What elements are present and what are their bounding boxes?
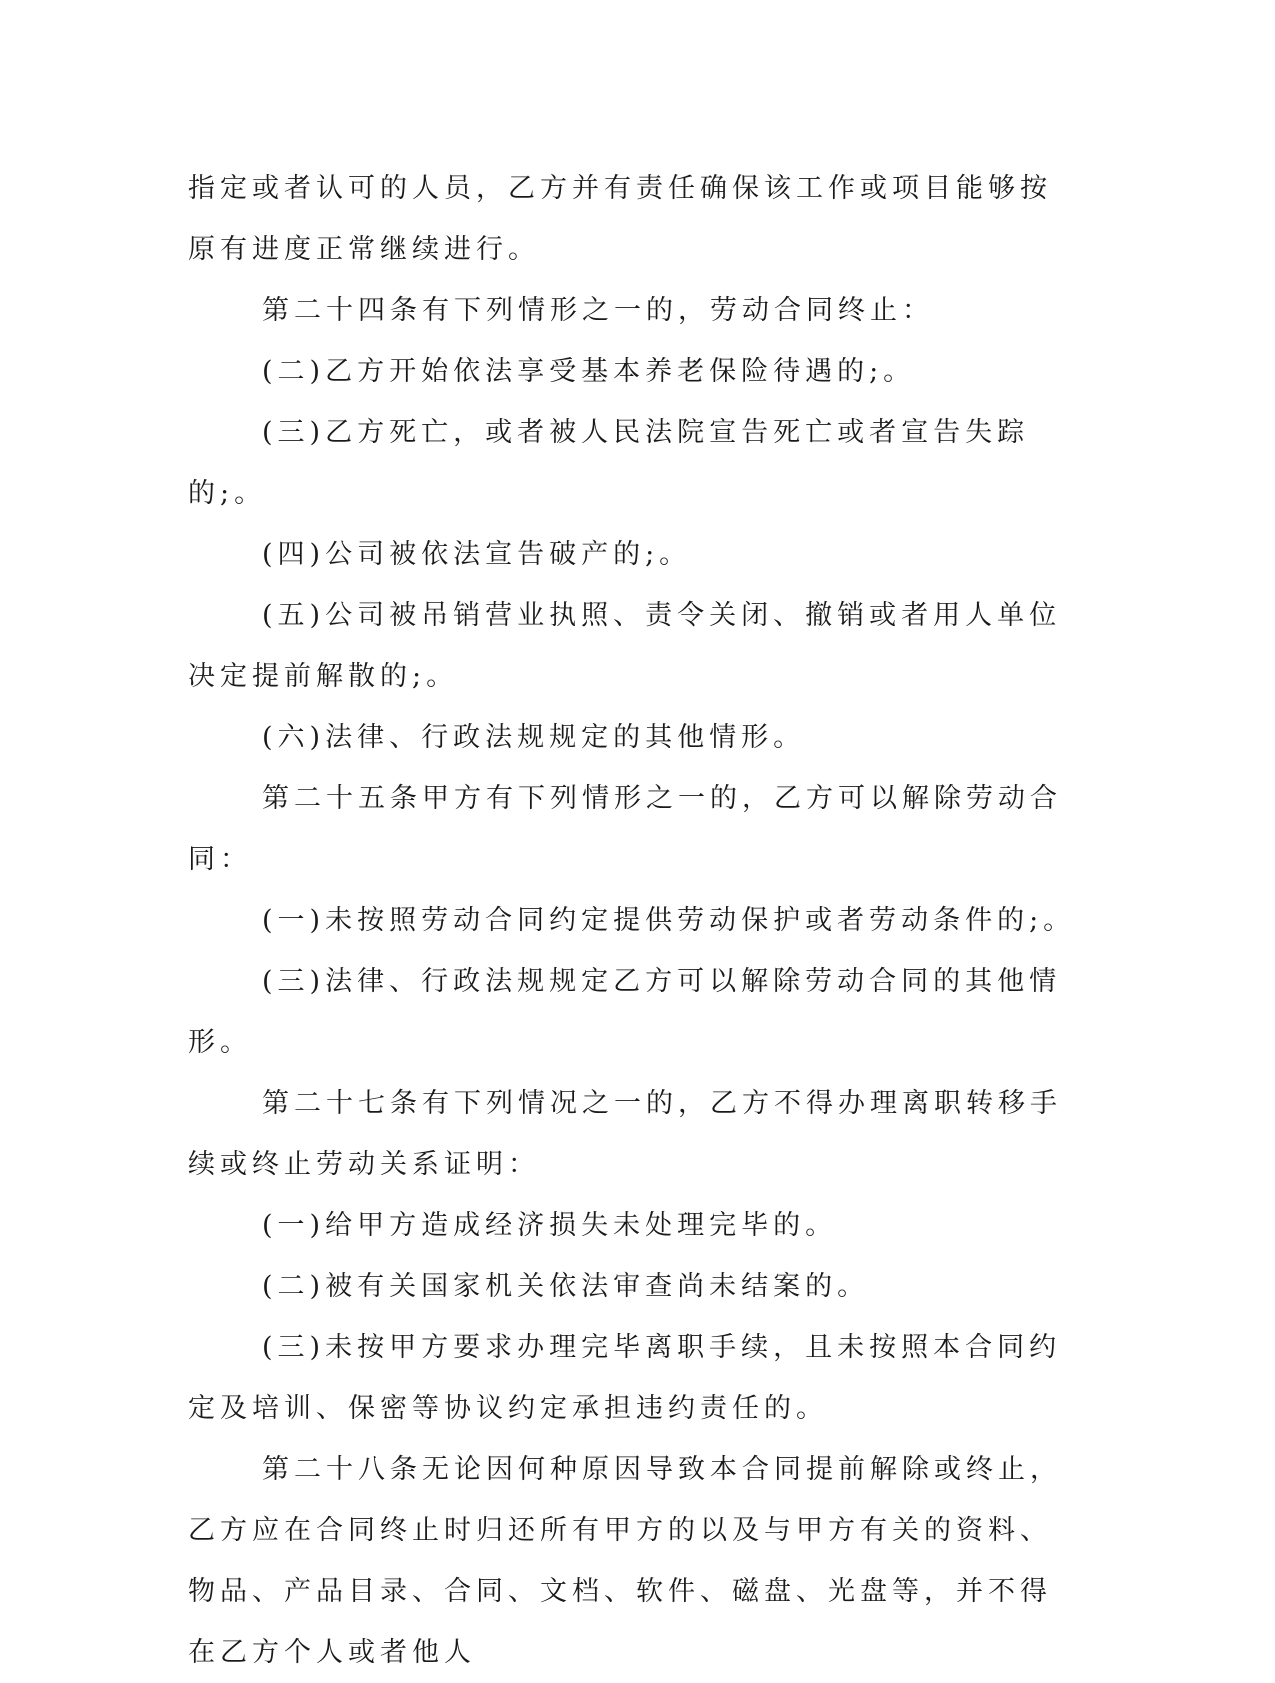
paragraph: 指定或者认可的人员，乙方并有责任确保该工作或项目能够按原有进度正常继续进行。 bbox=[188, 173, 1052, 265]
paragraph: 第二十七条有下列情况之一的，乙方不得办理离职转移手续或终止劳动关系证明： bbox=[188, 1088, 1062, 1180]
paragraph: (一)未按照劳动合同约定提供劳动保护或者劳动条件的;。 bbox=[262, 905, 1076, 936]
paragraph: (三)未按甲方要求办理完毕离职手续，且未按照本合同约定及培训、保密等协议约定承担违约责任的。 bbox=[188, 1332, 1062, 1424]
paragraph: (六)法律、行政法规规定的其他情形。 bbox=[262, 722, 806, 753]
paragraph: (四)公司被依法宣告破产的;。 bbox=[262, 539, 692, 570]
paragraph: (二)乙方开始依法享受基本养老保险待遇的;。 bbox=[262, 356, 916, 387]
paragraph: (一)给甲方造成经济损失未处理完毕的。 bbox=[262, 1210, 838, 1241]
paragraph: 第二十四条有下列情形之一的，劳动合同终止： bbox=[262, 295, 934, 326]
paragraph: 第二十五条甲方有下列情形之一的，乙方可以解除劳动合同： bbox=[188, 783, 1062, 875]
paragraph: (三)法律、行政法规规定乙方可以解除劳动合同的其他情形。 bbox=[188, 966, 1062, 1058]
paragraph: (五)公司被吊销营业执照、责令关闭、撤销或者用人单位决定提前解散的;。 bbox=[188, 600, 1062, 692]
paragraph: 第二十八条无论因何种原因导致本合同提前解除或终止，乙方应在合同终止时归还所有甲方的以及与甲方有关的资料、物品、产品目录、合同、文档、软件、磁盘、光盘等，并不得在乙方个人或者他人 bbox=[188, 1454, 1062, 1668]
paragraph: (三)乙方死亡，或者被人民法院宣告死亡或者宣告失踪的;。 bbox=[188, 417, 1030, 509]
paragraph: (二)被有关国家机关依法审查尚未结案的。 bbox=[262, 1271, 870, 1302]
document-body bbox=[188, 158, 1078, 1683]
